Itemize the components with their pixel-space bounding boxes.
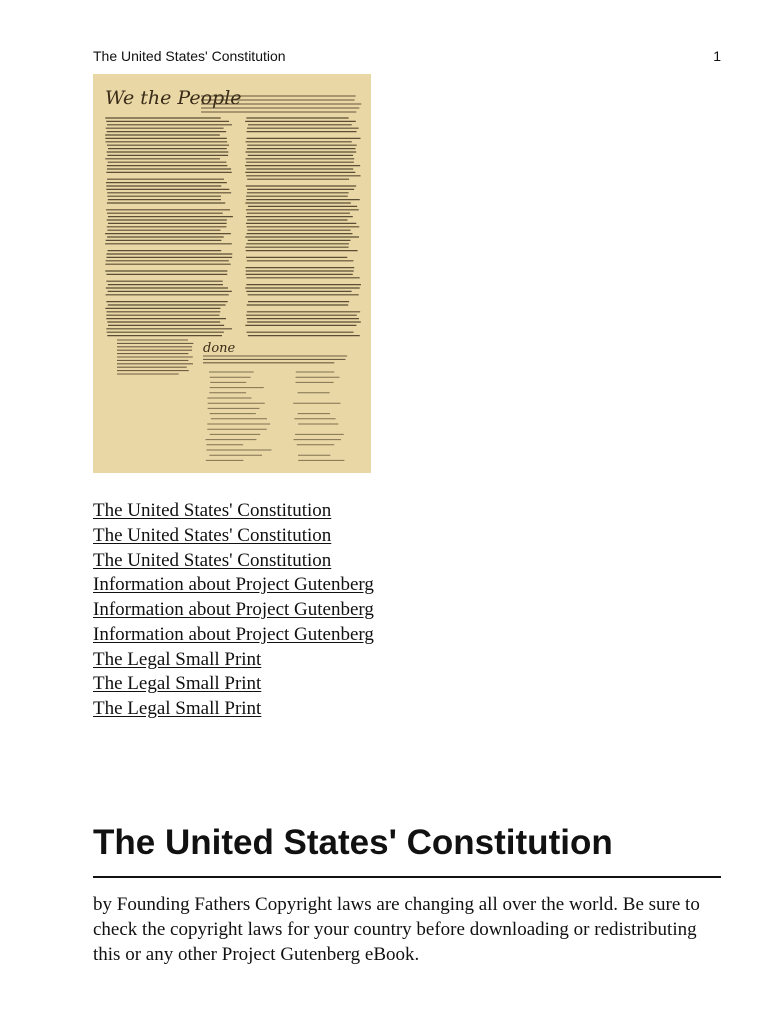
intro-paragraph: by Founding Fathers Copyright laws are changing all over the world. Be sure to check the copyright laws for your country before downloading or redistributing this or any other Project Gutenberg eBook. [93,894,700,965]
toc-item [93,524,374,549]
toc-link-legal-small-print[interactable]: The Legal Small Print [93,698,262,719]
toc-link-constitution[interactable]: The United States' Constitution [93,549,332,571]
constitution-scan-image [93,74,371,473]
we-the-people-heading: We the People [105,87,242,109]
toc-link-constitution[interactable]: The United States' Constitution [93,524,332,546]
toc-link-legal-small-print[interactable]: The Legal Small Print [93,648,262,670]
toc-item [93,648,374,673]
toc-item [93,598,374,623]
toc-link-gutenberg-info[interactable]: Information about Project Gutenberg [93,574,374,596]
toc-item [93,573,374,598]
toc-item [93,623,374,648]
page-number: 1 [713,48,721,64]
toc-link-gutenberg-info[interactable]: Information about Project Gutenberg [93,623,374,645]
toc-link-constitution[interactable]: The United States' Constitution [93,500,332,521]
running-header [93,46,721,66]
done-label: done [203,341,236,356]
running-header-title: The United States' Constitution [93,48,286,64]
document-title: The United States' Constitution [93,822,721,878]
toc-item [93,697,374,722]
toc-item [93,672,374,697]
toc-link-gutenberg-info[interactable]: Information about Project Gutenberg [93,599,374,620]
toc-item [93,549,374,574]
toc-link-legal-small-print[interactable]: The Legal Small Print [93,673,262,695]
table-of-contents [93,499,374,722]
constitution-scan-drawing [93,74,371,473]
toc-item [93,499,374,524]
